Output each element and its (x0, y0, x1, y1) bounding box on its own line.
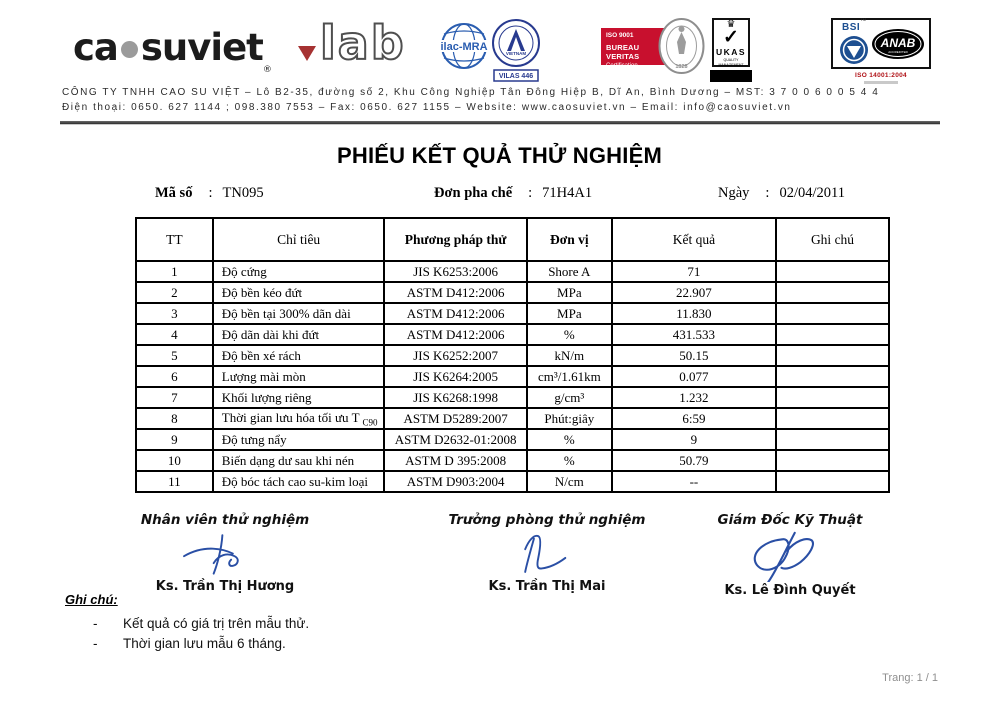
registered-mark: ® (262, 65, 271, 75)
results-table-body (136, 261, 889, 492)
cell-tt: 5 (136, 345, 213, 366)
colon: : (765, 185, 770, 201)
cell-name: Độ bóc tách cao su-kim loại (213, 471, 385, 492)
cell-method: ASTM D5289:2007 (384, 408, 526, 429)
cell-unit: MPa (527, 282, 612, 303)
cell-tt: 8 (136, 408, 213, 429)
company-contact-line: Điện thoại: 0650. 627 1144 ; 098.380 7553 – Fax: 0650. 627 1155 – Website: www.caosuviet.vn – Email: info@caosuviet.vn (62, 102, 792, 113)
header-divider (60, 121, 940, 124)
cell-name: Độ bền kéo đứt (213, 282, 385, 303)
table-row (136, 429, 889, 450)
cell-note (776, 387, 889, 408)
trademark-mark: TM (860, 17, 866, 22)
table-row (136, 471, 889, 492)
cell-tt: 1 (136, 261, 213, 282)
certification-label: Certification (606, 63, 638, 69)
table-row (136, 366, 889, 387)
cell-method: ASTM D412:2006 (384, 303, 526, 324)
cell-method: ASTM D2632-01:2008 (384, 429, 526, 450)
cell-result: 22.907 (612, 282, 776, 303)
results-table (135, 217, 890, 493)
ukas-management-label: MANAGEMENT (718, 63, 744, 67)
cell-unit: g/cm³ (527, 387, 612, 408)
cell-method: ASTM D412:2006 (384, 324, 526, 345)
col-header-tt: TT (136, 218, 213, 261)
signature-name: Ks. Trần Thị Mai (488, 579, 606, 594)
checkmark-icon: ✓ (723, 27, 739, 48)
colon: : (208, 185, 213, 201)
bureau-of-accreditation-icon (487, 17, 545, 83)
table-row (136, 261, 889, 282)
svg-text:ACCREDITED: ACCREDITED (888, 49, 908, 54)
signature-mai-icon (487, 530, 607, 578)
bureau-veritas-label: BUREAU VERITAS (606, 43, 640, 61)
signature-name: Ks. Trần Thị Hương (155, 579, 295, 594)
cell-tt: 2 (136, 282, 213, 303)
cell-result: 0.077 (612, 366, 776, 387)
svg-text:1828: 1828 (675, 64, 688, 70)
col-header-don-vi: Đơn vị (527, 218, 612, 261)
cell-unit: N/cm (527, 471, 612, 492)
cell-tt: 9 (136, 429, 213, 450)
cell-note (776, 261, 889, 282)
cell-tt: 10 (136, 450, 213, 471)
table-row (136, 387, 889, 408)
cell-result: 9 (612, 429, 776, 450)
table-row (136, 408, 889, 429)
svg-text:VIETNAM: VIETNAM (505, 51, 527, 56)
table-row (136, 345, 889, 366)
cell-note (776, 366, 889, 387)
iso-9001-label: ISO 9001 (606, 32, 634, 39)
cell-note (776, 408, 889, 429)
signature-block-tester (105, 512, 345, 594)
cell-result: 1.232 (612, 387, 776, 408)
cell-unit: % (527, 324, 612, 345)
cell-method: ASTM D903:2004 (384, 471, 526, 492)
cell-name: Khối lượng riêng (213, 387, 385, 408)
col-header-chi-tieu: Chỉ tiêu (213, 218, 385, 261)
don-pha-che-label: Đơn pha chế (434, 185, 513, 201)
signature-block-technical-director (670, 512, 910, 598)
cell-name: Độ cứng (213, 261, 385, 282)
ma-so-label: Mã số (155, 185, 193, 201)
signature-huong-icon (165, 530, 285, 578)
caosuviet-dot-icon (121, 41, 138, 58)
cell-result: 50.79 (612, 450, 776, 471)
ukas-box (712, 18, 750, 67)
notes-list (93, 616, 309, 651)
cell-unit: % (527, 450, 612, 471)
cell-note (776, 303, 889, 324)
col-header-ket-qua: Kết quả (612, 218, 776, 261)
page-number: Trang: 1 / 1 (882, 672, 938, 684)
signature-quyet-icon (730, 530, 850, 582)
cell-name: Độ dãn dài khi đứt (213, 324, 385, 345)
signature-title: Trưởng phòng thử nghiệm (448, 512, 646, 528)
cell-result: 71 (612, 261, 776, 282)
table-row (136, 450, 889, 471)
company-info (62, 85, 879, 115)
caosuviet-logo-text-right: suviet (140, 26, 263, 69)
bsi-globe-icon (839, 35, 869, 65)
bsi-anab-logo (831, 18, 931, 84)
cell-note (776, 282, 889, 303)
meta-ma-so (155, 185, 264, 202)
cell-method: ASTM D 395:2008 (384, 450, 526, 471)
meta-don-pha-che (434, 185, 592, 202)
svg-text:ANAB: ANAB (880, 35, 916, 50)
cell-method: JIS K6268:1998 (384, 387, 526, 408)
ngay-label: Ngày (718, 185, 750, 201)
cell-name: Độ bền tại 300% dãn dài (213, 303, 385, 324)
page-title: PHIẾU KẾT QUẢ THỬ NGHIỆM (337, 143, 662, 168)
signature-name: Ks. Lê Đình Quyết (724, 583, 856, 598)
cell-name: Độ tưng nẩy (213, 429, 385, 450)
ma-so-value: TN095 (222, 185, 264, 201)
bureau-veritas-emblem-icon (658, 18, 705, 74)
cell-note (776, 471, 889, 492)
cell-tt: 6 (136, 366, 213, 387)
table-row (136, 303, 889, 324)
bsi-anab-box (831, 18, 931, 69)
don-pha-che-value: 71H4A1 (542, 185, 593, 201)
iso-14001-label: ISO 14001:2004 (855, 72, 907, 79)
cell-unit: Phút:giây (527, 408, 612, 429)
cell-unit: MPa (527, 303, 612, 324)
cell-unit: kN/m (527, 345, 612, 366)
cell-method: JIS K6264:2005 (384, 366, 526, 387)
cell-note (776, 345, 889, 366)
signature-title: Nhân viên thử nghiệm (140, 512, 310, 528)
cell-name: Lượng mài mòn (213, 366, 385, 387)
crown-icon: ♛ (726, 19, 736, 30)
note-item: - Kết quả có giá trị trên mẫu thử. (93, 616, 309, 631)
notes-section (65, 592, 309, 656)
note-item: - Thời gian lưu mẫu 6 tháng. (93, 636, 309, 651)
col-header-phuong-phap-thu: Phương pháp thử (384, 218, 526, 261)
cell-method: JIS K6253:2006 (384, 261, 526, 282)
cell-result: 50.15 (612, 345, 776, 366)
ilac-globe-icon (440, 20, 488, 72)
cell-result: 6:59 (612, 408, 776, 429)
cell-tt: 11 (136, 471, 213, 492)
ukas-logo (712, 18, 754, 82)
table-row (136, 324, 889, 345)
cell-note (776, 429, 889, 450)
meta-ngay (718, 185, 845, 202)
caosuviet-logo-text-left: ca (73, 26, 118, 69)
cell-result: 11.830 (612, 303, 776, 324)
company-address-line: CÔNG TY TNHH CAO SU VIỆT – Lô B2-35, đường số 2, Khu Công Nghiệp Tân Đông Hiệp B, Dĩ An, Bình Dương – MST: 3 7 0 0 6 0 0 5 4 4 (62, 87, 880, 98)
cell-unit: % (527, 429, 612, 450)
ilac-mra-logo (440, 20, 488, 77)
cell-name: Độ bền xé rách (213, 345, 385, 366)
red-triangle-icon (298, 46, 316, 61)
colon: : (528, 185, 533, 201)
col-header-ghi-chu: Ghi chú (776, 218, 889, 261)
svg-text:ilac-MRA: ilac-MRA (440, 41, 488, 53)
bsi-label: BSI (842, 22, 861, 33)
anab-badge-icon (871, 28, 925, 60)
cell-name: Thời gian lưu hóa tối ưu T $_{C90}$ (213, 408, 385, 429)
cell-name: Biến dạng dư sau khi nén (213, 450, 385, 471)
ukas-quality-label: QUALITY (723, 58, 739, 62)
notes-heading: Ghi chú: (65, 592, 118, 607)
cell-method: ASTM D412:2006 (384, 282, 526, 303)
cell-tt: 3 (136, 303, 213, 324)
bsi-fineprint-bar (864, 81, 898, 84)
cell-note (776, 324, 889, 345)
cell-tt: 7 (136, 387, 213, 408)
cell-result: -- (612, 471, 776, 492)
cell-result: 431.533 (612, 324, 776, 345)
lab-logo-text: lab (320, 16, 406, 70)
svg-text:VILAS 446: VILAS 446 (498, 73, 534, 80)
cell-note (776, 450, 889, 471)
cell-tt: 4 (136, 324, 213, 345)
lab-logo (298, 16, 406, 70)
vilas-accreditation-logo (487, 17, 545, 88)
signature-title: Giám Đốc Kỹ Thuật (717, 512, 863, 528)
signature-block-lab-head (427, 512, 667, 594)
ukas-number-bar (710, 70, 752, 82)
bureau-veritas-logo (601, 18, 705, 74)
caosuviet-logo (73, 26, 271, 75)
cell-method: JIS K6252:2007 (384, 345, 526, 366)
ukas-label: UKAS (715, 47, 747, 57)
ngay-value: 02/04/2011 (779, 185, 845, 201)
table-header-row (136, 218, 889, 261)
cell-unit: Shore A (527, 261, 612, 282)
table-row (136, 282, 889, 303)
cell-unit: cm³/1.61km (527, 366, 612, 387)
